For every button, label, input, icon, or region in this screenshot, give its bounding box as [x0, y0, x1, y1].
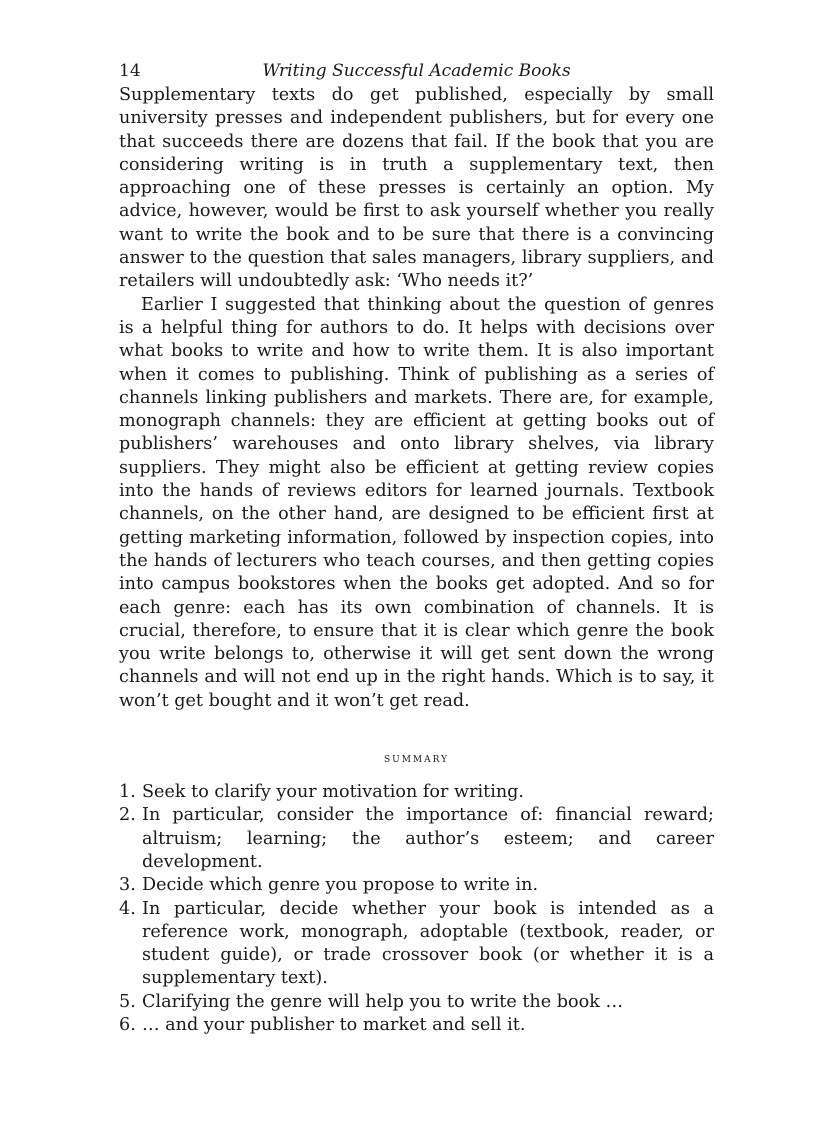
summary-item-text: Decide which genre you propose to write in. [142, 875, 539, 896]
summary-item-text: In particular, decide whether your book is intended as a reference work, monograph, adoptable (textbook, reader, or student guide), or trade crossover book (or whether it is a supplementary text). [142, 898, 714, 989]
book-page [119, 58, 714, 1037]
summary-item-number: 4. [119, 898, 136, 919]
summary-item-text: … and your publisher to market and sell it. [142, 1014, 526, 1035]
summary-item-number: 3. [119, 875, 136, 896]
summary-item-text: Seek to clarify your motivation for writing. [142, 782, 525, 803]
summary-item-text: Clarifying the genre will help you to write the book … [142, 991, 624, 1012]
summary-item-number: 2. [119, 805, 136, 826]
summary-item [119, 874, 714, 897]
summary-item [119, 991, 714, 1014]
body-text [119, 84, 714, 713]
summary-item-number: 1. [119, 782, 136, 803]
paragraph: Supplementary texts do get published, especially by small university presses and independent publishers, but for every one that succeeds there are dozens that fail. If the book that you are considering writing is in truth a supplementary text, then approaching one of these presses is certainly an option. My advice, however, would be first to ask yourself whether you really want to write the book and to be sure that there is a convincing answer to the question that sales managers, library suppliers, and retailers will undoubtedly ask: ‘Who needs it?’ [119, 85, 714, 292]
summary-item [119, 804, 714, 874]
paragraph: Earlier I suggested that thinking about the question of genres is a helpful thing for authors to do. It helps with decisions over what books to write and how to write them. It is also important when it comes to publishing. Think of publishing as a series of channels linking publishers and markets. There are, for example, monograph channels: they are efficient at getting books out of publishers’ warehouses and onto library shelves, via library suppliers. They might also be efficient at getting review copies into the hands of reviews editors for learned journals. Textbook channels, on the other hand, are designed to be efficient first at getting marketing information, followed by inspection copies, into the hands of lecturers who teach courses, and then getting copies into campus bookstores when the books get adopted. And so for each genre: each has its own combination of channels. It is crucial, therefore, to ensure that it is clear which genre the book you write belongs to, otherwise it will get sent down the wrong channels and will not end up in the right hands. Which is to say, it won’t get bought and it won’t get read. [119, 294, 714, 711]
summary-item-number: 6. [119, 1014, 136, 1035]
summary-item [119, 1014, 714, 1037]
summary-item-number: 5. [119, 991, 136, 1012]
running-head-title: Writing Successful Academic Books [262, 61, 571, 81]
summary-item [119, 898, 714, 991]
summary-list [119, 781, 714, 1037]
page-number: 14 [119, 61, 141, 81]
summary-item-text: In particular, consider the importance of: financial reward; altruism; learning; the author’s esteem; and career development. [142, 805, 714, 872]
summary-item [119, 781, 714, 804]
running-head [119, 58, 714, 84]
summary-heading: summary [383, 751, 450, 767]
